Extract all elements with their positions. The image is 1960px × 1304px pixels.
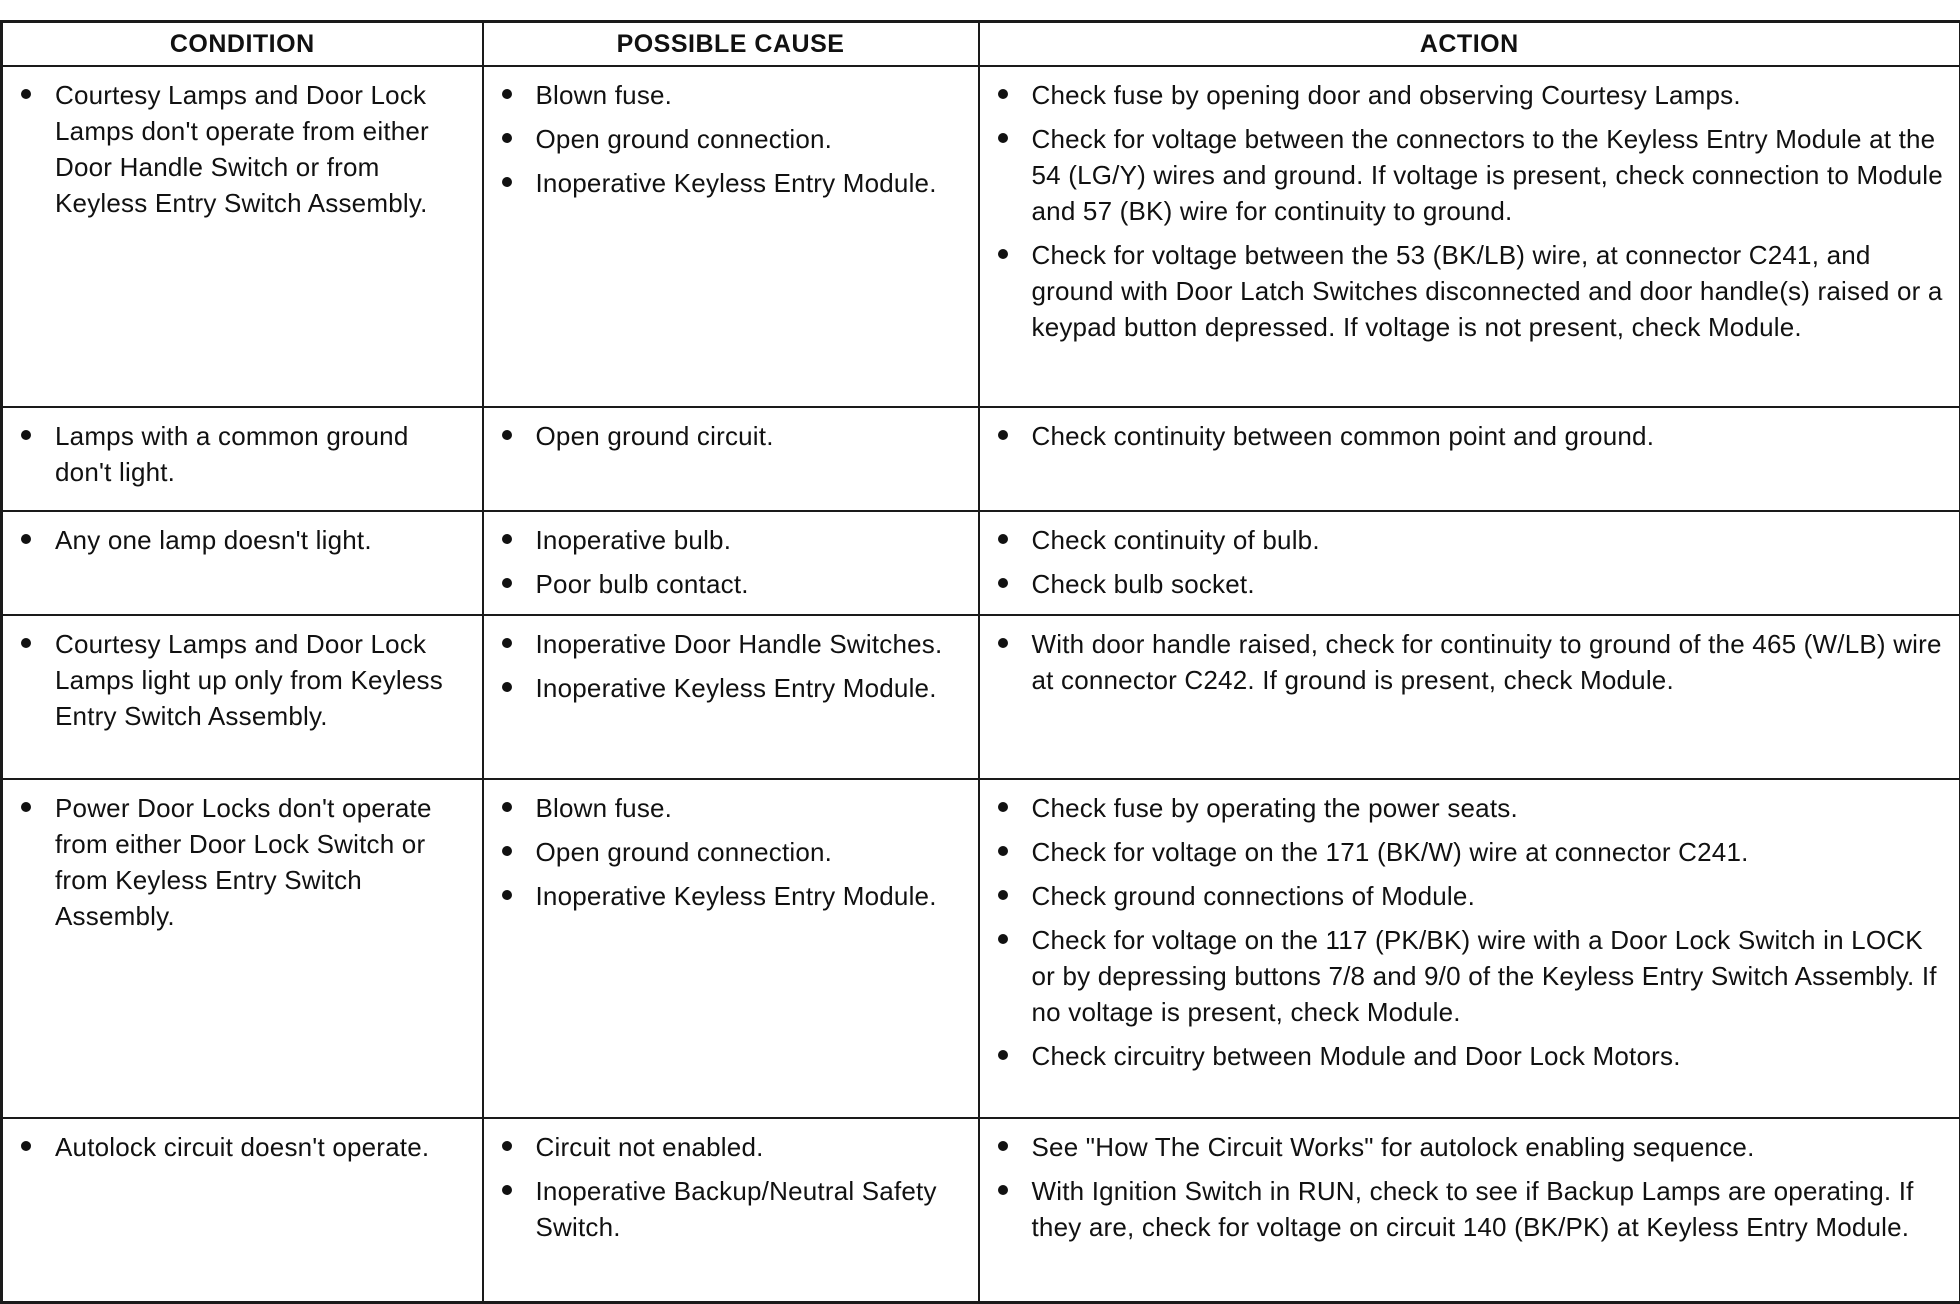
cause-cell	[483, 407, 979, 511]
action-text: Check for voltage on the 117 (PK/BK) wire with a Door Lock Switch in LOCK or by depressing buttons 7/8 and 9/0 of the Keyless Entry Switch Assembly. If no voltage is present, check Module.	[1032, 925, 1937, 1027]
cause-text: Open ground circuit.	[536, 421, 774, 451]
table-row	[2, 1118, 1960, 1303]
header-condition: CONDITION	[2, 22, 483, 67]
action-text: Check continuity of bulb.	[1032, 525, 1320, 555]
table-row	[2, 66, 1960, 407]
bullet-icon	[502, 89, 512, 99]
cause-text: Poor bulb contact.	[536, 569, 749, 599]
action-item	[988, 418, 1946, 454]
bullet-icon	[21, 430, 31, 440]
bullet-icon	[502, 177, 512, 187]
condition-item	[11, 790, 468, 934]
action-item	[988, 77, 1946, 113]
action-text: Check fuse by opening door and observing Courtesy Lamps.	[1032, 80, 1741, 110]
condition-text: Courtesy Lamps and Door Lock Lamps light up only from Keyless Entry Switch Assembly.	[55, 629, 443, 731]
action-cell	[979, 407, 1960, 511]
action-text: With Ignition Switch in RUN, check to see if Backup Lamps are operating. If they are, check for voltage on circuit 140 (BK/PK) at Keyless Entry Module.	[1032, 1176, 1914, 1242]
action-cell	[979, 615, 1960, 779]
bullet-icon	[502, 846, 512, 856]
table-row	[2, 511, 1960, 615]
action-item	[988, 121, 1946, 229]
action-text: Check circuitry between Module and Door Lock Motors.	[1032, 1041, 1681, 1071]
action-text: With door handle raised, check for continuity to ground of the 465 (W/LB) wire at connector C242. If ground is present, check Module.	[1032, 629, 1942, 695]
action-item	[988, 522, 1946, 558]
condition-cell	[2, 511, 483, 615]
action-text: See "How The Circuit Works" for autolock enabling sequence.	[1032, 1132, 1755, 1162]
action-item	[988, 566, 1946, 602]
action-item	[988, 922, 1946, 1030]
action-item	[988, 834, 1946, 870]
cause-text: Inoperative Keyless Entry Module.	[536, 881, 937, 911]
bullet-icon	[998, 1050, 1008, 1060]
bullet-icon	[998, 89, 1008, 99]
bullet-icon	[21, 89, 31, 99]
cause-item	[492, 834, 964, 870]
bullet-icon	[21, 638, 31, 648]
bullet-icon	[502, 890, 512, 900]
condition-cell	[2, 779, 483, 1118]
bullet-icon	[998, 802, 1008, 812]
action-cell	[979, 511, 1960, 615]
cause-item	[492, 77, 964, 113]
action-cell	[979, 66, 1960, 407]
action-text: Check ground connections of Module.	[1032, 881, 1476, 911]
action-text: Check fuse by operating the power seats.	[1032, 793, 1518, 823]
condition-text: Autolock circuit doesn't operate.	[55, 1132, 429, 1162]
condition-cell	[2, 66, 483, 407]
cause-item	[492, 1129, 964, 1165]
bullet-icon	[998, 430, 1008, 440]
diagnosis-table	[0, 20, 1960, 1304]
cause-text: Blown fuse.	[536, 80, 673, 110]
cause-text: Inoperative Keyless Entry Module.	[536, 168, 937, 198]
bullet-icon	[502, 802, 512, 812]
action-item	[988, 1129, 1946, 1165]
cause-cell	[483, 511, 979, 615]
cause-cell	[483, 66, 979, 407]
cause-text: Inoperative Door Handle Switches.	[536, 629, 943, 659]
bullet-icon	[998, 890, 1008, 900]
condition-item	[11, 626, 468, 734]
table-row	[2, 407, 1960, 511]
condition-text: Any one lamp doesn't light.	[55, 525, 372, 555]
diagnosis-chart	[0, 20, 1959, 1304]
bullet-icon	[502, 430, 512, 440]
cause-text: Blown fuse.	[536, 793, 673, 823]
header-possible-cause: POSSIBLE CAUSE	[483, 22, 979, 67]
condition-cell	[2, 615, 483, 779]
condition-text: Lamps with a common ground don't light.	[55, 421, 408, 487]
cause-text: Open ground connection.	[536, 837, 833, 867]
bullet-icon	[998, 638, 1008, 648]
cause-text: Inoperative Keyless Entry Module.	[536, 673, 937, 703]
action-cell	[979, 1118, 1960, 1303]
cause-text: Inoperative bulb.	[536, 525, 732, 555]
bullet-icon	[21, 1141, 31, 1151]
bullet-icon	[502, 578, 512, 588]
condition-item	[11, 522, 468, 558]
bullet-icon	[998, 534, 1008, 544]
action-item	[988, 626, 1946, 698]
bullet-icon	[502, 133, 512, 143]
header-action: ACTION	[979, 22, 1960, 67]
action-cell	[979, 779, 1960, 1118]
action-item	[988, 790, 1946, 826]
cause-item	[492, 566, 964, 602]
condition-cell	[2, 1118, 483, 1303]
bullet-icon	[502, 1141, 512, 1151]
bullet-icon	[998, 846, 1008, 856]
cause-text: Inoperative Backup/Neutral Safety Switch.	[536, 1176, 937, 1242]
bullet-icon	[998, 1185, 1008, 1195]
action-text: Check bulb socket.	[1032, 569, 1255, 599]
cause-item	[492, 121, 964, 157]
cause-item	[492, 418, 964, 454]
cause-item	[492, 165, 964, 201]
cause-item	[492, 790, 964, 826]
action-text: Check for voltage between the connectors to the Keyless Entry Module at the 54 (LG/Y) wires and ground. If voltage is present, check connection to Module and 57 (BK) wire for continuity to ground.	[1032, 124, 1943, 226]
bullet-icon	[998, 249, 1008, 259]
action-text: Check for voltage on the 171 (BK/W) wire at connector C241.	[1032, 837, 1749, 867]
action-item	[988, 878, 1946, 914]
bullet-icon	[21, 802, 31, 812]
cause-cell	[483, 615, 979, 779]
bullet-icon	[502, 1185, 512, 1195]
cause-cell	[483, 779, 979, 1118]
condition-text: Courtesy Lamps and Door Lock Lamps don't operate from either Door Handle Switch or from Keyless Entry Switch Assembly.	[55, 80, 429, 218]
condition-cell	[2, 407, 483, 511]
condition-text: Power Door Locks don't operate from either Door Lock Switch or from Keyless Entry Switch Assembly.	[55, 793, 432, 931]
table-row	[2, 779, 1960, 1118]
condition-item	[11, 77, 468, 221]
cause-text: Circuit not enabled.	[536, 1132, 764, 1162]
bullet-icon	[998, 934, 1008, 944]
header-row	[2, 22, 1960, 67]
cause-item	[492, 626, 964, 662]
bullet-icon	[998, 133, 1008, 143]
action-text: Check for voltage between the 53 (BK/LB) wire, at connector C241, and ground with Door Latch Switches disconnected and door handle(s) raised or a keypad button depressed. If voltage is not present, check Module.	[1032, 240, 1943, 342]
bullet-icon	[502, 534, 512, 544]
bullet-icon	[998, 1141, 1008, 1151]
cause-item	[492, 670, 964, 706]
condition-item	[11, 1129, 468, 1165]
action-text: Check continuity between common point and ground.	[1032, 421, 1655, 451]
cause-text: Open ground connection.	[536, 124, 833, 154]
cause-item	[492, 1173, 964, 1245]
condition-item	[11, 418, 468, 490]
table-row	[2, 615, 1960, 779]
action-item	[988, 237, 1946, 345]
bullet-icon	[502, 638, 512, 648]
bullet-icon	[502, 682, 512, 692]
action-item	[988, 1173, 1946, 1245]
cause-cell	[483, 1118, 979, 1303]
bullet-icon	[21, 534, 31, 544]
cause-item	[492, 522, 964, 558]
cause-item	[492, 878, 964, 914]
bullet-icon	[998, 578, 1008, 588]
action-item	[988, 1038, 1946, 1074]
